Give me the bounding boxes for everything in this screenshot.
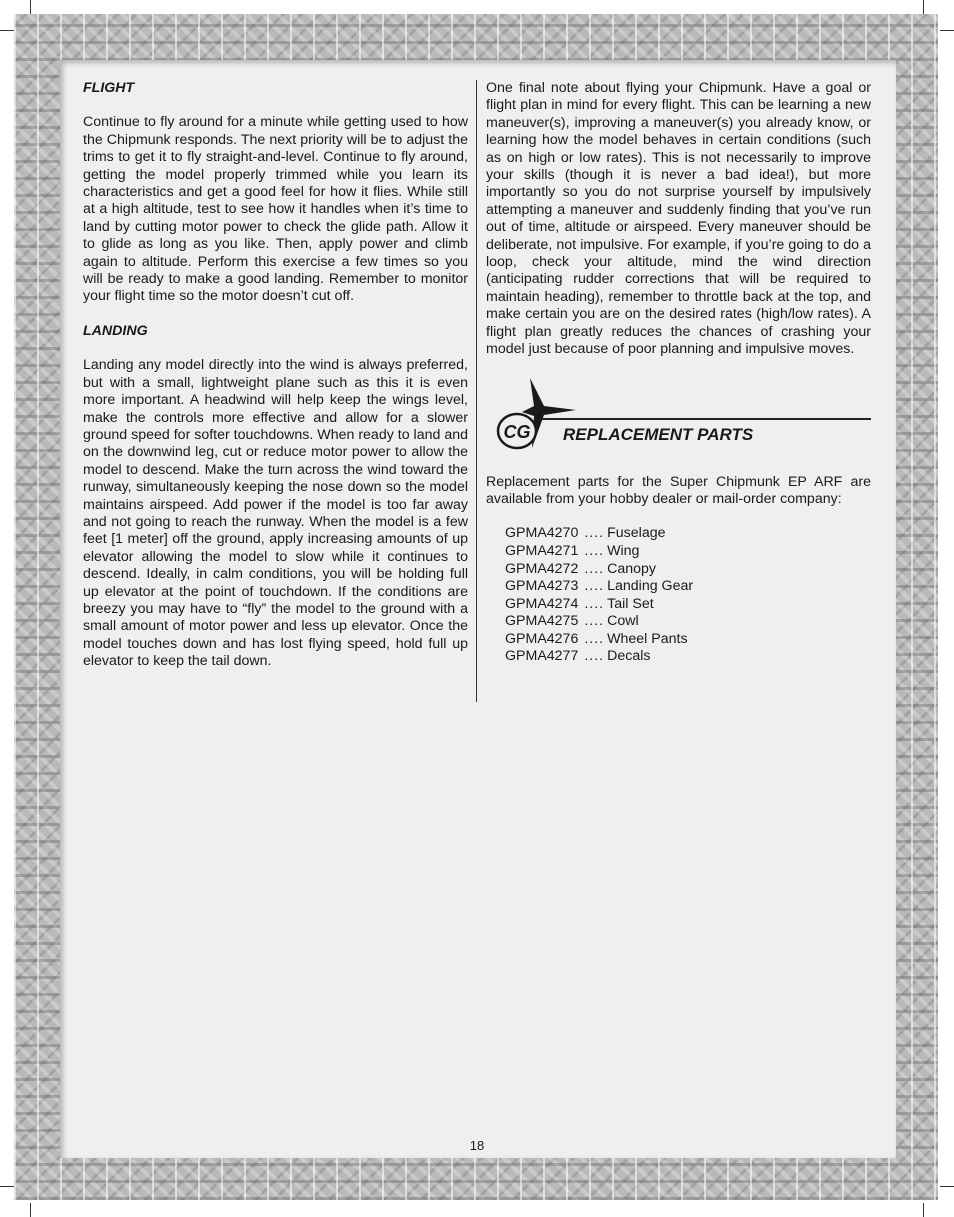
part-number: GPMA4271	[505, 542, 579, 559]
parts-list-item	[505, 596, 871, 614]
part-name: Tail Set	[607, 595, 654, 612]
part-number: GPMA4272	[505, 560, 579, 577]
part-name: Fuselage	[607, 525, 666, 542]
part-name: Wing	[607, 542, 640, 559]
landing-paragraph: Landing any model directly into the wind is always preferred, but with a small, lightweight plane such as this it is even more important. A headwind will help keep the wings level, make the controls more effective and allow for a slower ground speed for softer touchdowns. When ready to land and on the downwind leg, cut or reduce motor power to allow the model to descend. Make the turn across the wind toward the runway, simultaneously keeping the nose down so the model maintains airspeed. Add power if the model is too far away and not going to reach the runway. When the model is a few feet [1 meter] off the ground, apply increasing amounts of up elevator allowing the model to slow while it continues to descend. Ideally, in calm conditions, you will be holding full up elevator at the point of touchdown. If the conditions are breezy you may have to “fly” the model to the ground with a small amount of motor power and less up elevator. Once the model touches down and has lost flying speed, hold full up elevator to keep the tail down.	[83, 357, 468, 670]
parts-list-item	[505, 613, 871, 631]
part-name: Canopy	[607, 560, 657, 577]
column-divider	[476, 80, 477, 702]
flight-paragraph: Continue to fly around for a minute while getting used to how the Chipmunk responds. The next priority will be to adjust the trims to get it to fly straight-and-level. Continue to fly around, getting the model properly trimmed while you learn its characteristics and get a good feel for how it flies. While still at a high altitude, test to see how it handles when it’s time to land by cutting motor power to check the glide path. Allow it to glide as long as you like. Then, apply power and climb again to altitude. Perform this exercise a few times so you will be ready to make a good landing. Remember to monitor your flight time so the motor doesn’t cut off.	[83, 114, 468, 305]
replacement-parts-heading: REPLACEMENT PARTS	[563, 424, 754, 444]
replacement-parts-header	[486, 376, 871, 456]
part-name: Landing Gear	[607, 578, 694, 595]
flight-heading: FLIGHT	[83, 80, 135, 96]
final-note-paragraph: One final note about flying your Chipmunk. Have a goal or flight plan in mind for every flight. This can be learning a new maneuver(s), improving a maneuver(s) you already know, or learning how the model behaves in certain conditions (such as on high or low rates). This is not necessarily to improve your skills (though it is never a bad idea!), but more importantly so you do not surprise yourself by impulsively attempting a maneuver and suddenly finding that you’ve run out of time, altitude or airspeed. Every maneuver should be deliberate, not impulsive. For example, if you’re going to do a loop, check your altitude, mind the wind direction (anticipating rudder corrections that will be required to maintain heading), remember to throttle back at the top, and make certain you are on the desired rates (high/low rates). A flight plan greatly reduces the chances of crashing your model just because of poor planning and impulsive moves.	[486, 80, 871, 358]
leader-dots: ....	[584, 630, 605, 647]
replacement-intro: Replacement parts for the Super Chipmunk EP ARF are available from your hobby dealer or mail-order company:	[486, 473, 871, 507]
logo-text: CG	[503, 421, 531, 442]
landing-heading: LANDING	[83, 322, 148, 339]
cg-plane-logo-icon	[492, 376, 582, 456]
parts-list-item	[505, 648, 871, 666]
leader-dots: ....	[584, 578, 605, 595]
leader-dots: ....	[584, 595, 605, 612]
part-number: GPMA4275	[505, 613, 579, 630]
part-name: Decals	[607, 648, 651, 665]
crop-mark	[923, 1203, 924, 1217]
parts-list-item	[505, 631, 871, 649]
left-column	[83, 80, 468, 688]
crop-mark	[0, 30, 14, 31]
crop-mark	[30, 0, 31, 14]
crop-mark	[940, 1186, 954, 1187]
part-number: GPMA4270	[505, 525, 579, 542]
part-name: Wheel Pants	[607, 630, 688, 647]
leader-dots: ....	[584, 542, 605, 559]
parts-list	[486, 525, 871, 666]
parts-list-item	[505, 543, 871, 561]
part-number: GPMA4277	[505, 648, 579, 665]
crop-mark	[0, 1186, 14, 1187]
leader-dots: ....	[584, 560, 605, 577]
crop-mark	[940, 30, 954, 31]
page-number: 18	[469, 1138, 485, 1153]
leader-dots: ....	[584, 525, 605, 542]
part-number: GPMA4273	[505, 578, 579, 595]
leader-dots: ....	[584, 648, 605, 665]
right-column	[486, 80, 871, 666]
crop-mark	[923, 0, 924, 14]
part-number: GPMA4276	[505, 630, 579, 647]
crop-mark	[30, 1203, 31, 1217]
parts-list-item	[505, 525, 871, 543]
leader-dots: ....	[584, 613, 605, 630]
parts-list-item	[505, 578, 871, 596]
heading-rule	[542, 418, 871, 420]
part-name: Cowl	[607, 613, 639, 630]
parts-list-item	[505, 561, 871, 579]
part-number: GPMA4274	[505, 595, 579, 612]
